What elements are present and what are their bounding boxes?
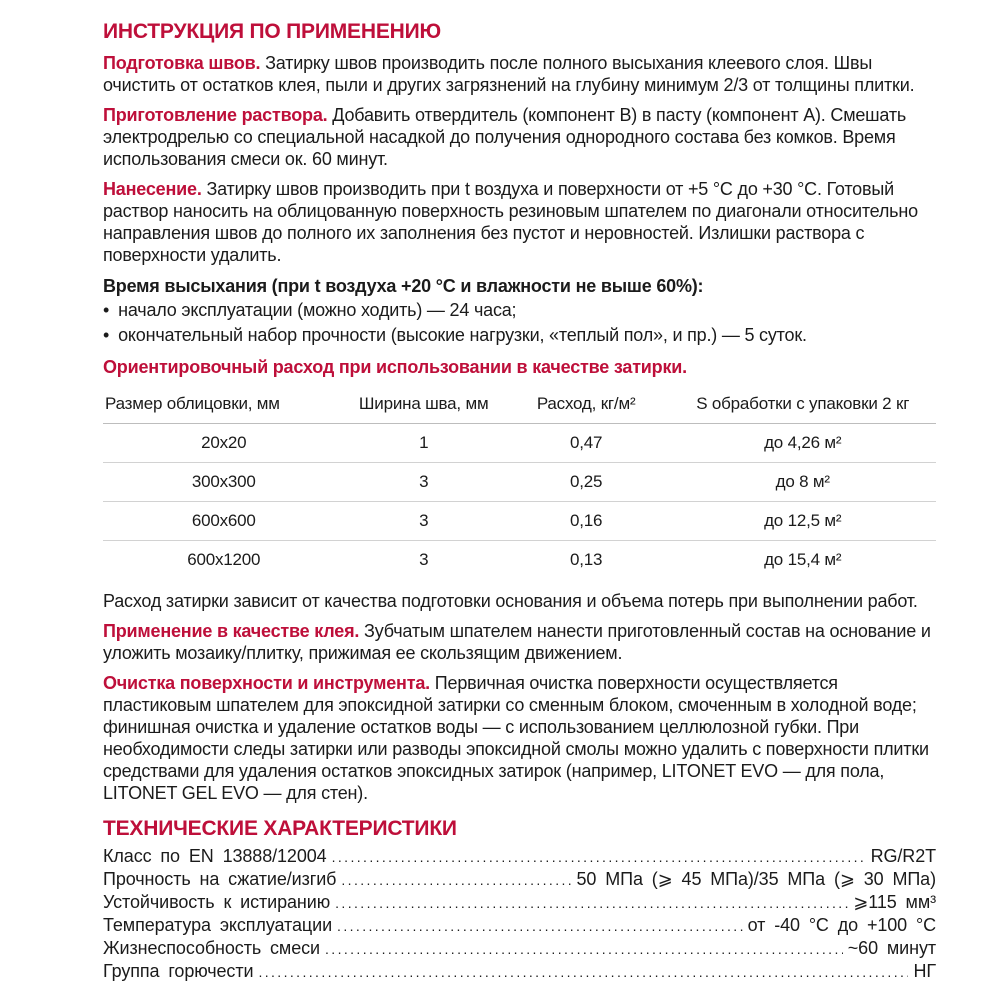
cell-consumption: 0,25 <box>503 463 670 502</box>
spec-row-abrasion <box>103 891 936 914</box>
table-row <box>103 541 936 580</box>
table-header-coverage: S обработки с упаковки 2 кг <box>669 386 936 424</box>
spec-row-strength <box>103 868 936 891</box>
paragraph-adhesive-lead: Применение в качестве клея. <box>103 621 360 641</box>
paragraph-preparation-text: Затирку швов производить после полного высыхания клеевого слоя. Швы очистить от остатков клея, пыли и других загрязнений на глубину минимум 2/3 от толщины плитки. <box>103 53 915 95</box>
paragraph-adhesive <box>103 620 936 664</box>
table-header-joint-width: Ширина шва, мм <box>345 386 503 424</box>
paragraph-application <box>103 178 936 266</box>
cell-consumption: 0,16 <box>503 502 670 541</box>
paragraph-application-lead: Нанесение. <box>103 179 202 199</box>
spec-value: RG/R2T <box>870 846 936 866</box>
table-row <box>103 502 936 541</box>
cell-coverage: до 4,26 м² <box>669 424 936 463</box>
paragraph-application-text: Затирку швов производить при t воздуха и поверхности от +5 °C до +30 °C. Готовый раствор наносить на облицованную поверхность резиновым шпателем по диагонали относительно направления швов до полного их заполнения без пустот и неровностей. Излишки раствора с поверхности удалить. <box>103 179 918 265</box>
paragraph-mixing <box>103 104 936 170</box>
dotted-leader <box>258 961 908 983</box>
drying-bullet-2-text: окончательный набор прочности (высокие нагрузки, «теплый пол», и пр.) — 5 суток. <box>118 325 807 345</box>
cell-size: 600x600 <box>103 502 345 541</box>
section-title-instructions: ИНСТРУКЦИЯ ПО ПРИМЕНЕНИЮ <box>103 20 441 43</box>
paragraph-adhesive-text: Зубчатым шпателем нанести приготовленный состав на основание и уложить мозаику/плитку, прижимая ее скользящим движением. <box>103 621 931 663</box>
dotted-leader <box>335 892 848 914</box>
paragraph-mixing-text: Добавить отвердитель (компонент B) в пасту (компонент A). Смешать электродрелью со специальной насадкой до получения однородного состава без комков. Время использования смеси ок. 60 минут. <box>103 105 907 169</box>
cell-joint-width: 3 <box>345 502 503 541</box>
consumption-heading: Ориентировочный расход при использовании в качестве затирки. <box>103 357 687 377</box>
cell-coverage: до 15,4 м² <box>764 550 842 569</box>
cell-coverage: до 8 м² <box>669 463 936 502</box>
spec-value: ⩾115 мм³ <box>853 892 936 912</box>
spec-value: НГ <box>913 961 936 981</box>
cell-size: 20x20 <box>103 424 345 463</box>
drying-bullet-1-text: начало эксплуатации (можно ходить) — 24 часа; <box>118 300 517 320</box>
cell-joint-width: 1 <box>345 424 503 463</box>
table-row <box>103 463 936 502</box>
spec-row-class <box>103 845 936 868</box>
spec-label: Прочность на сжатие/изгиб <box>103 869 337 889</box>
consumption-note: Расход затирки зависит от качества подготовки основания и объема потерь при выполнении работ. <box>103 591 918 611</box>
cell-coverage: до 12,5 м² <box>669 502 936 541</box>
paragraph-preparation <box>103 52 936 96</box>
dotted-leader <box>332 846 866 868</box>
spec-label: Устойчивость к истиранию <box>103 892 331 912</box>
paragraph-cleaning-text: Первичная очистка поверхности осуществляется пластиковым шпателем для эпоксидной затирки со сменным блоком, смоченным в холодной воде; финишная очистка и удаление остатков воды — с использованием целлюлозной губки. При необходимости следы затирки или разводы эпоксидной смолы можно удалить с поверхности плитки средствами для удаления остатков эпоксидных затирок (например, LITONET EVO — для пола, LITONET GEL EVO — для стен). <box>103 673 929 803</box>
bullet-icon: • <box>103 325 110 345</box>
cell-joint-width: 3 <box>419 550 429 569</box>
paragraph-preparation-lead: Подготовка швов. <box>103 53 261 73</box>
drying-bullet-1 <box>103 299 936 322</box>
spec-label: Группа горючести <box>103 961 254 981</box>
spec-row-temperature <box>103 914 936 937</box>
cell-joint-width: 3 <box>345 463 503 502</box>
bullet-icon: • <box>103 300 110 320</box>
cell-consumption: 0,13 <box>569 550 603 569</box>
dotted-leader <box>337 915 743 937</box>
spec-row-flammability <box>103 960 936 983</box>
spec-row-pot-life <box>103 937 936 960</box>
cell-size: 300x300 <box>103 463 345 502</box>
paragraph-cleaning <box>103 672 936 804</box>
table-row <box>103 424 936 463</box>
paragraph-cleaning-lead: Очистка поверхности и инструмента. <box>103 673 430 693</box>
section-title-specs: ТЕХНИЧЕСКИЕ ХАРАКТЕРИСТИКИ <box>103 817 457 840</box>
cell-consumption: 0,47 <box>503 424 670 463</box>
spec-label: Жизнеспособность смеси <box>103 938 320 958</box>
spec-label: Класс по EN 13888/12004 <box>103 846 327 866</box>
table-header-row <box>103 386 936 424</box>
spec-value: 50 МПа (⩾ 45 МПа)/35 МПа (⩾ 30 МПа) <box>576 869 936 889</box>
spec-value: ~60 минут <box>847 938 936 958</box>
cell-size: 600x1200 <box>187 550 261 569</box>
dotted-leader <box>341 869 571 891</box>
dotted-leader <box>325 938 843 960</box>
drying-bullet-2 <box>103 324 936 347</box>
consumption-table <box>103 386 936 579</box>
spec-label: Температура эксплуатации <box>103 915 333 935</box>
drying-time-heading: Время высыхания (при t воздуха +20 °C и влажности не выше 60%): <box>103 276 704 296</box>
spec-value: от -40 °C до +100 °C <box>747 915 936 935</box>
table-header-size: Размер облицовки, мм <box>103 386 345 424</box>
paragraph-mixing-lead: Приготовление раствора. <box>103 105 328 125</box>
table-header-consumption: Расход, кг/м² <box>503 386 670 424</box>
